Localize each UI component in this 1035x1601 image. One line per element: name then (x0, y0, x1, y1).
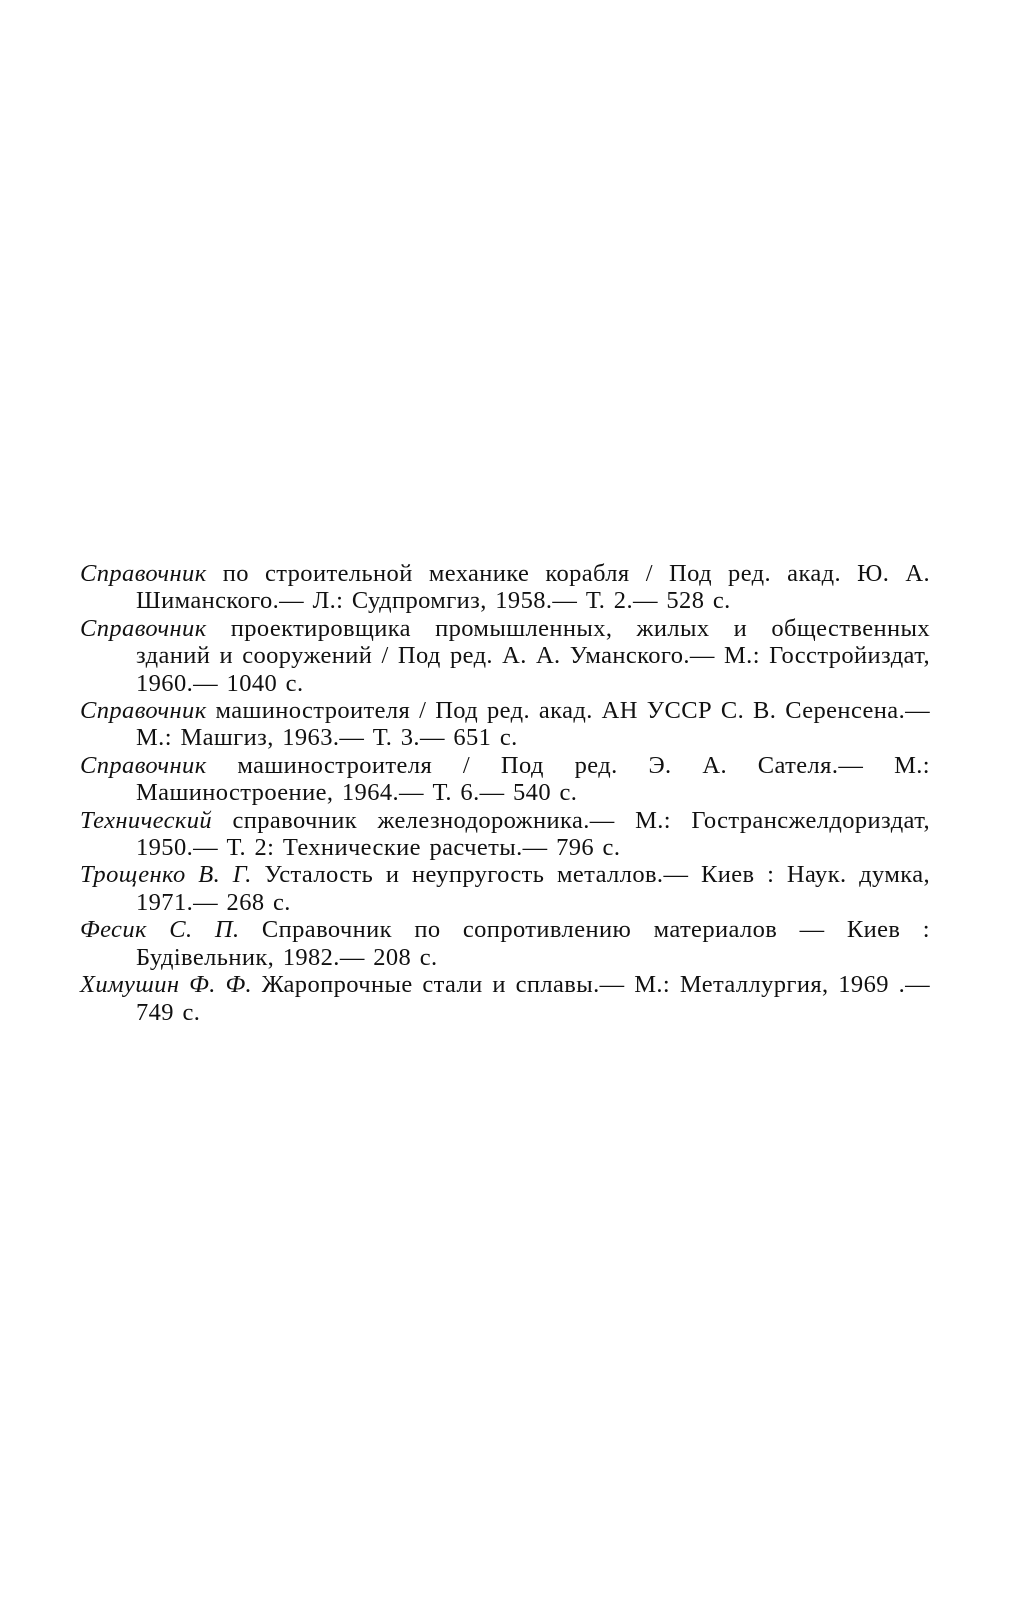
bibliography-entry-1 (80, 560, 930, 615)
bibliography-entry-6 (80, 861, 930, 916)
entry-lead: Справочник (80, 614, 207, 642)
entry-text: Справочник по сопротивлению материалов — Киев : Будівельник, 1982.— 208 с. (136, 916, 931, 971)
bibliography-entry-3 (80, 697, 930, 752)
entry-lead: Трощенко В. Г. (80, 861, 252, 889)
entry-lead: Химушин Ф. Ф. (80, 971, 253, 999)
bibliography-entry-4 (80, 752, 930, 807)
entry-text: справочник железнодорожника.— М.: Гострансжелдориздат, 1950.— Т. 2: Технические расчеты.— 796 с. (136, 806, 930, 862)
entry-lead: Фесик С. П. (80, 916, 240, 944)
entry-lead: Технический (80, 806, 213, 834)
entry-text: машиностроителя / Под ред. акад. АН УССР С. В. Серенсена.— М.: Машгиз, 1963.— Т. 3.— 651 с. (136, 697, 930, 752)
bibliography-entry-5 (80, 807, 930, 862)
entry-text: по строительной механике корабля / Под ред. акад. Ю. А. Шиманского.— Л.: Судпромгиз, 1958.— Т. 2.— 528 с. (136, 560, 930, 615)
entry-text: Жаропрочные стали и сплавы.— М.: Металлургия, 1969 .— 749 с. (136, 971, 931, 1026)
entry-text: Усталость и неупругость металлов.— Киев : Наук. думка, 1971.— 268 с. (136, 861, 930, 916)
bibliography-list (80, 560, 930, 1026)
bibliography-entry-2 (80, 615, 930, 697)
entry-lead: Справочник (80, 697, 207, 725)
entry-lead: Справочник (80, 751, 207, 779)
bibliography-entry-7 (80, 916, 930, 971)
entry-lead: Справочник (80, 560, 207, 587)
bibliography-entry-8 (80, 971, 930, 1026)
entry-text: машиностроителя / Под ред. Э. А. Сателя.— М.: Машиностроение, 1964.— Т. 6.— 540 с. (136, 751, 930, 807)
entry-text: проектировщика промышленных, жилых и общественных зданий и сооружений / Под ред. А. А. Уманского.— М.: Госстройиздат, 1960.— 1040 с. (136, 614, 930, 697)
